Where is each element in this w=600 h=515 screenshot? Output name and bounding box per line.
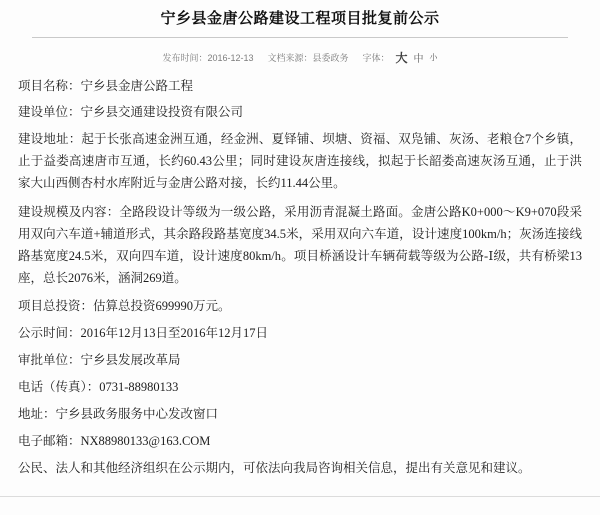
project-name-line: 项目名称：宁乡县金唐公路工程 xyxy=(18,78,194,93)
address-line: 地址：宁乡县政务服务中心发改窗口 xyxy=(18,406,219,421)
document-source: 文档来源：县委政务 xyxy=(267,52,349,63)
approval-unit-line: 审批单位：宁乡县发展改革局 xyxy=(18,353,181,368)
fontsize-small-option[interactable]: 小 xyxy=(429,52,438,62)
publicity-period-line: 公示时间：2016年12月13日至2016年12月17日 xyxy=(18,326,269,341)
title-divider xyxy=(32,37,568,38)
page-title: 宁乡县金唐公路建设工程项目批复前公示 xyxy=(160,11,440,27)
investment-line: 项目总投资：估算总投资699990万元。 xyxy=(18,299,231,314)
email-line: 电子邮箱：NX88980133@163.COM xyxy=(18,433,211,448)
phone-line: 电话（传真）：0731-88980133 xyxy=(18,380,179,394)
document-body xyxy=(0,72,600,480)
title-bar xyxy=(0,0,600,44)
publish-time: 发布时间：2016-12-13 xyxy=(162,52,254,63)
note-line: 公民、法人和其他经济组织在公示期内，可依法向我局咨询相关信息，提出有关意见和建议。 xyxy=(18,460,531,475)
fontsize-medium-option[interactable]: 中 xyxy=(413,53,424,65)
fontsize-large-option[interactable]: 大 xyxy=(395,50,408,65)
meta-bar xyxy=(0,44,600,72)
construction-unit-line: 建设单位：宁乡县交通建设投资有限公司 xyxy=(18,105,244,120)
fontsize-control xyxy=(363,49,438,66)
footer-divider xyxy=(0,496,600,497)
fontsize-label: 字体： xyxy=(362,52,390,63)
location-line: 建设地址：起于长张高速金洲互通，经金洲、夏铎铺、坝塘、资福、双凫铺、灰汤、老粮仓7个乡镇，止于益娄高速唐市互通，长约60.43公里；同时建设灰唐连接线，拟起于长韶娄高速灰汤互通，止于洪家大山西侧杏村水库附近与金唐公路对接，长约11.44公里。 xyxy=(18,132,582,190)
scale-line: 建设规模及内容：全路段设计等级为一级公路，采用沥青混凝土路面。金唐公路K0+000～K9+070段采用双向六车道+辅道形式，其余路段路基宽度34.5米，采用双向六车道，设计速度100km/h；灰汤连接线路基宽度24.5米，双向四车道，设计速度80km/h。项目桥涵设计车辆荷载等级为公路-Ⅰ级，共有桥梁13座，总长2076米，涵洞269道。 xyxy=(18,204,582,285)
